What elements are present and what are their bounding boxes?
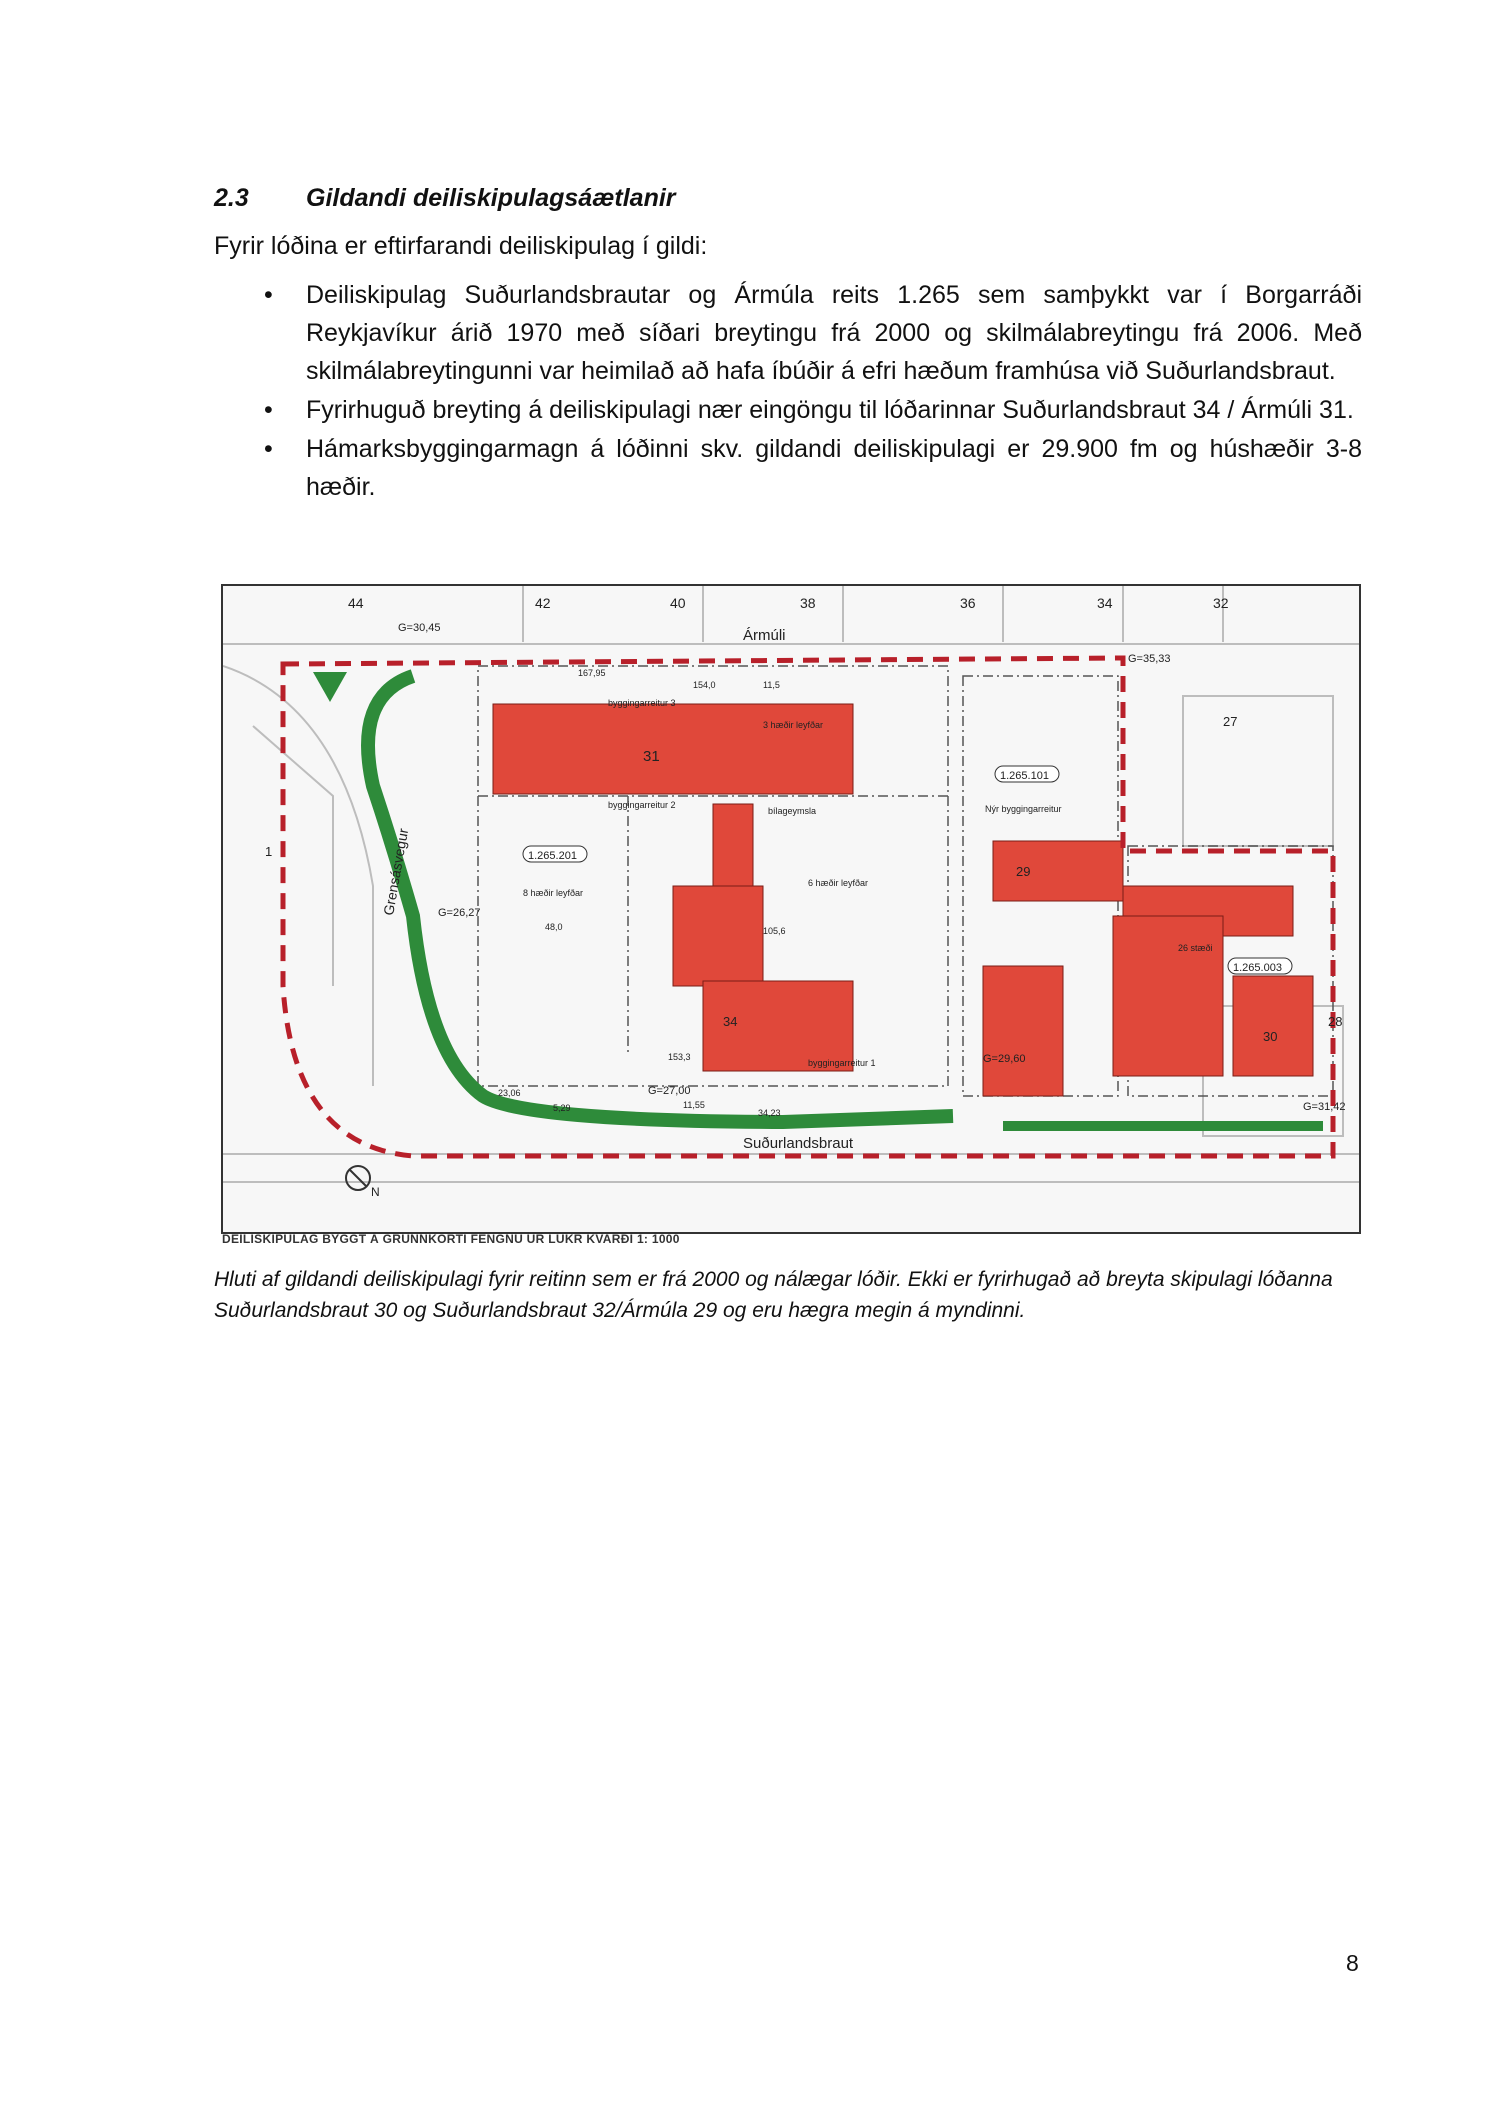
street-label-armuli: Ármúli (743, 627, 786, 644)
section-title: Gildandi deiliskipulagsáætlanir (306, 184, 676, 212)
zone-label: byggingarreitur 2 (608, 800, 676, 810)
intro-paragraph: Fyrir lóðina er eftirfarandi deiliskipulag í gildi: (214, 232, 708, 260)
zone-label: byggingarreitur 1 (808, 1058, 876, 1068)
bullet-list (214, 276, 1362, 507)
house-number: 44 (348, 595, 364, 611)
house-number: 42 (535, 595, 551, 611)
house-number: 32 (1213, 595, 1229, 611)
zoning-map (223, 586, 1359, 1232)
level-label: G=35,33 (1128, 653, 1171, 665)
level-label: G=31,42 (1303, 1101, 1346, 1113)
lot-number: 29 (1016, 864, 1031, 879)
lot-number: 31 (643, 748, 660, 765)
page-number: 8 (1346, 1950, 1359, 1976)
dimension-label: 167,95 (578, 668, 606, 678)
figure-caption: Hluti af gildandi deiliskipulagi fyrir reitinn sem er frá 2000 og nálægar lóðir. Ekki er fyrirhugað að breyta skipulagi lóðanna Suðurlandsbraut 30 og Suðurlandsbraut 32/Ármúla 29 og eru hægra megin á myndinni. (214, 1268, 1333, 1322)
dimension-label: 34,23 (758, 1108, 781, 1118)
level-label: G=27,00 (648, 1085, 691, 1097)
zone-label: 8 hæðir leyfðar (523, 888, 584, 898)
lot-id-label (995, 766, 1059, 782)
lot-number: 27 (1223, 714, 1238, 729)
zone-label: 3 hæðir leyfðar (763, 720, 824, 730)
dimension-label: 5,29 (553, 1103, 571, 1113)
street-label-sudurlandsbraut: Suðurlandsbraut (743, 1135, 854, 1152)
zone-label: bílageymsla (768, 806, 817, 816)
bullet-item: • Deiliskipulag Suðurlandsbrautar og Ármúla reits 1.265 sem samþykkt var í Borgarráði Reykjavíkur árið 1970 með síðari breytingu frá 2000 og skilmálabreytingu frá 2006. Með skilmálabreytingunni var heimilað að hafa íbúðir á efri hæðum framhúsa við Suðurlandsbraut. (214, 276, 1362, 390)
lot-id-label (1228, 958, 1292, 974)
zoning-map-figure (221, 584, 1361, 1234)
lot-number: 30 (1263, 1029, 1278, 1044)
svg-text:1.265.201: 1.265.201 (528, 850, 577, 862)
level-label: G=26,27 (438, 907, 481, 919)
house-number: 36 (960, 595, 976, 611)
bullet-item: • Hámarksbyggingarmagn á lóðinni skv. gildandi deiliskipulagi er 29.900 fm og húshæðir 3-8 hæðir. (214, 430, 1362, 506)
dimension-label: 23,06 (498, 1088, 521, 1098)
zone-label: 26 stæði (1178, 943, 1213, 953)
zone-label: byggingarreitur 3 (608, 698, 676, 708)
house-number: 38 (800, 595, 816, 611)
lot-number: 34 (723, 1014, 738, 1029)
street-label-grensasvegur: Grensásvegur (380, 827, 412, 917)
svg-text:N: N (371, 1185, 380, 1199)
level-label: G=29,60 (983, 1053, 1026, 1065)
dimension-label: 11,5 (763, 680, 780, 690)
figure-note: DEILISKIPULAG BYGGT Á GRUNNKORTI FENGNU ÚR LUKR KVARÐI 1: 1000 (222, 1232, 680, 1246)
dimension-label: 11,55 (683, 1100, 705, 1110)
house-number: 40 (670, 595, 686, 611)
bullet-item: • Fyrirhuguð breyting á deiliskipulagi nær eingöngu til lóðarinnar Suðurlandsbraut 34 / Ármúli 31. (214, 391, 1362, 429)
level-label: G=30,45 (398, 622, 441, 634)
section-number: 2.3 (214, 184, 249, 212)
svg-text:1.265.101: 1.265.101 (1000, 770, 1049, 782)
lot-id-label (523, 846, 587, 862)
section-heading (214, 184, 676, 213)
lot-number: 1 (265, 844, 273, 859)
dimension-label: 154,0 (693, 680, 716, 690)
lot-number: 28 (1328, 1014, 1343, 1029)
house-number: 34 (1097, 595, 1113, 611)
dimension-label: 48,0 (545, 922, 563, 932)
zone-label: 6 hæðir leyfðar (808, 878, 869, 888)
svg-text:1.265.003: 1.265.003 (1233, 962, 1282, 974)
dimension-label: 105,6 (763, 926, 786, 936)
zone-label: Nýr byggingarreitur (985, 804, 1062, 814)
dimension-label: 153,3 (668, 1052, 691, 1062)
